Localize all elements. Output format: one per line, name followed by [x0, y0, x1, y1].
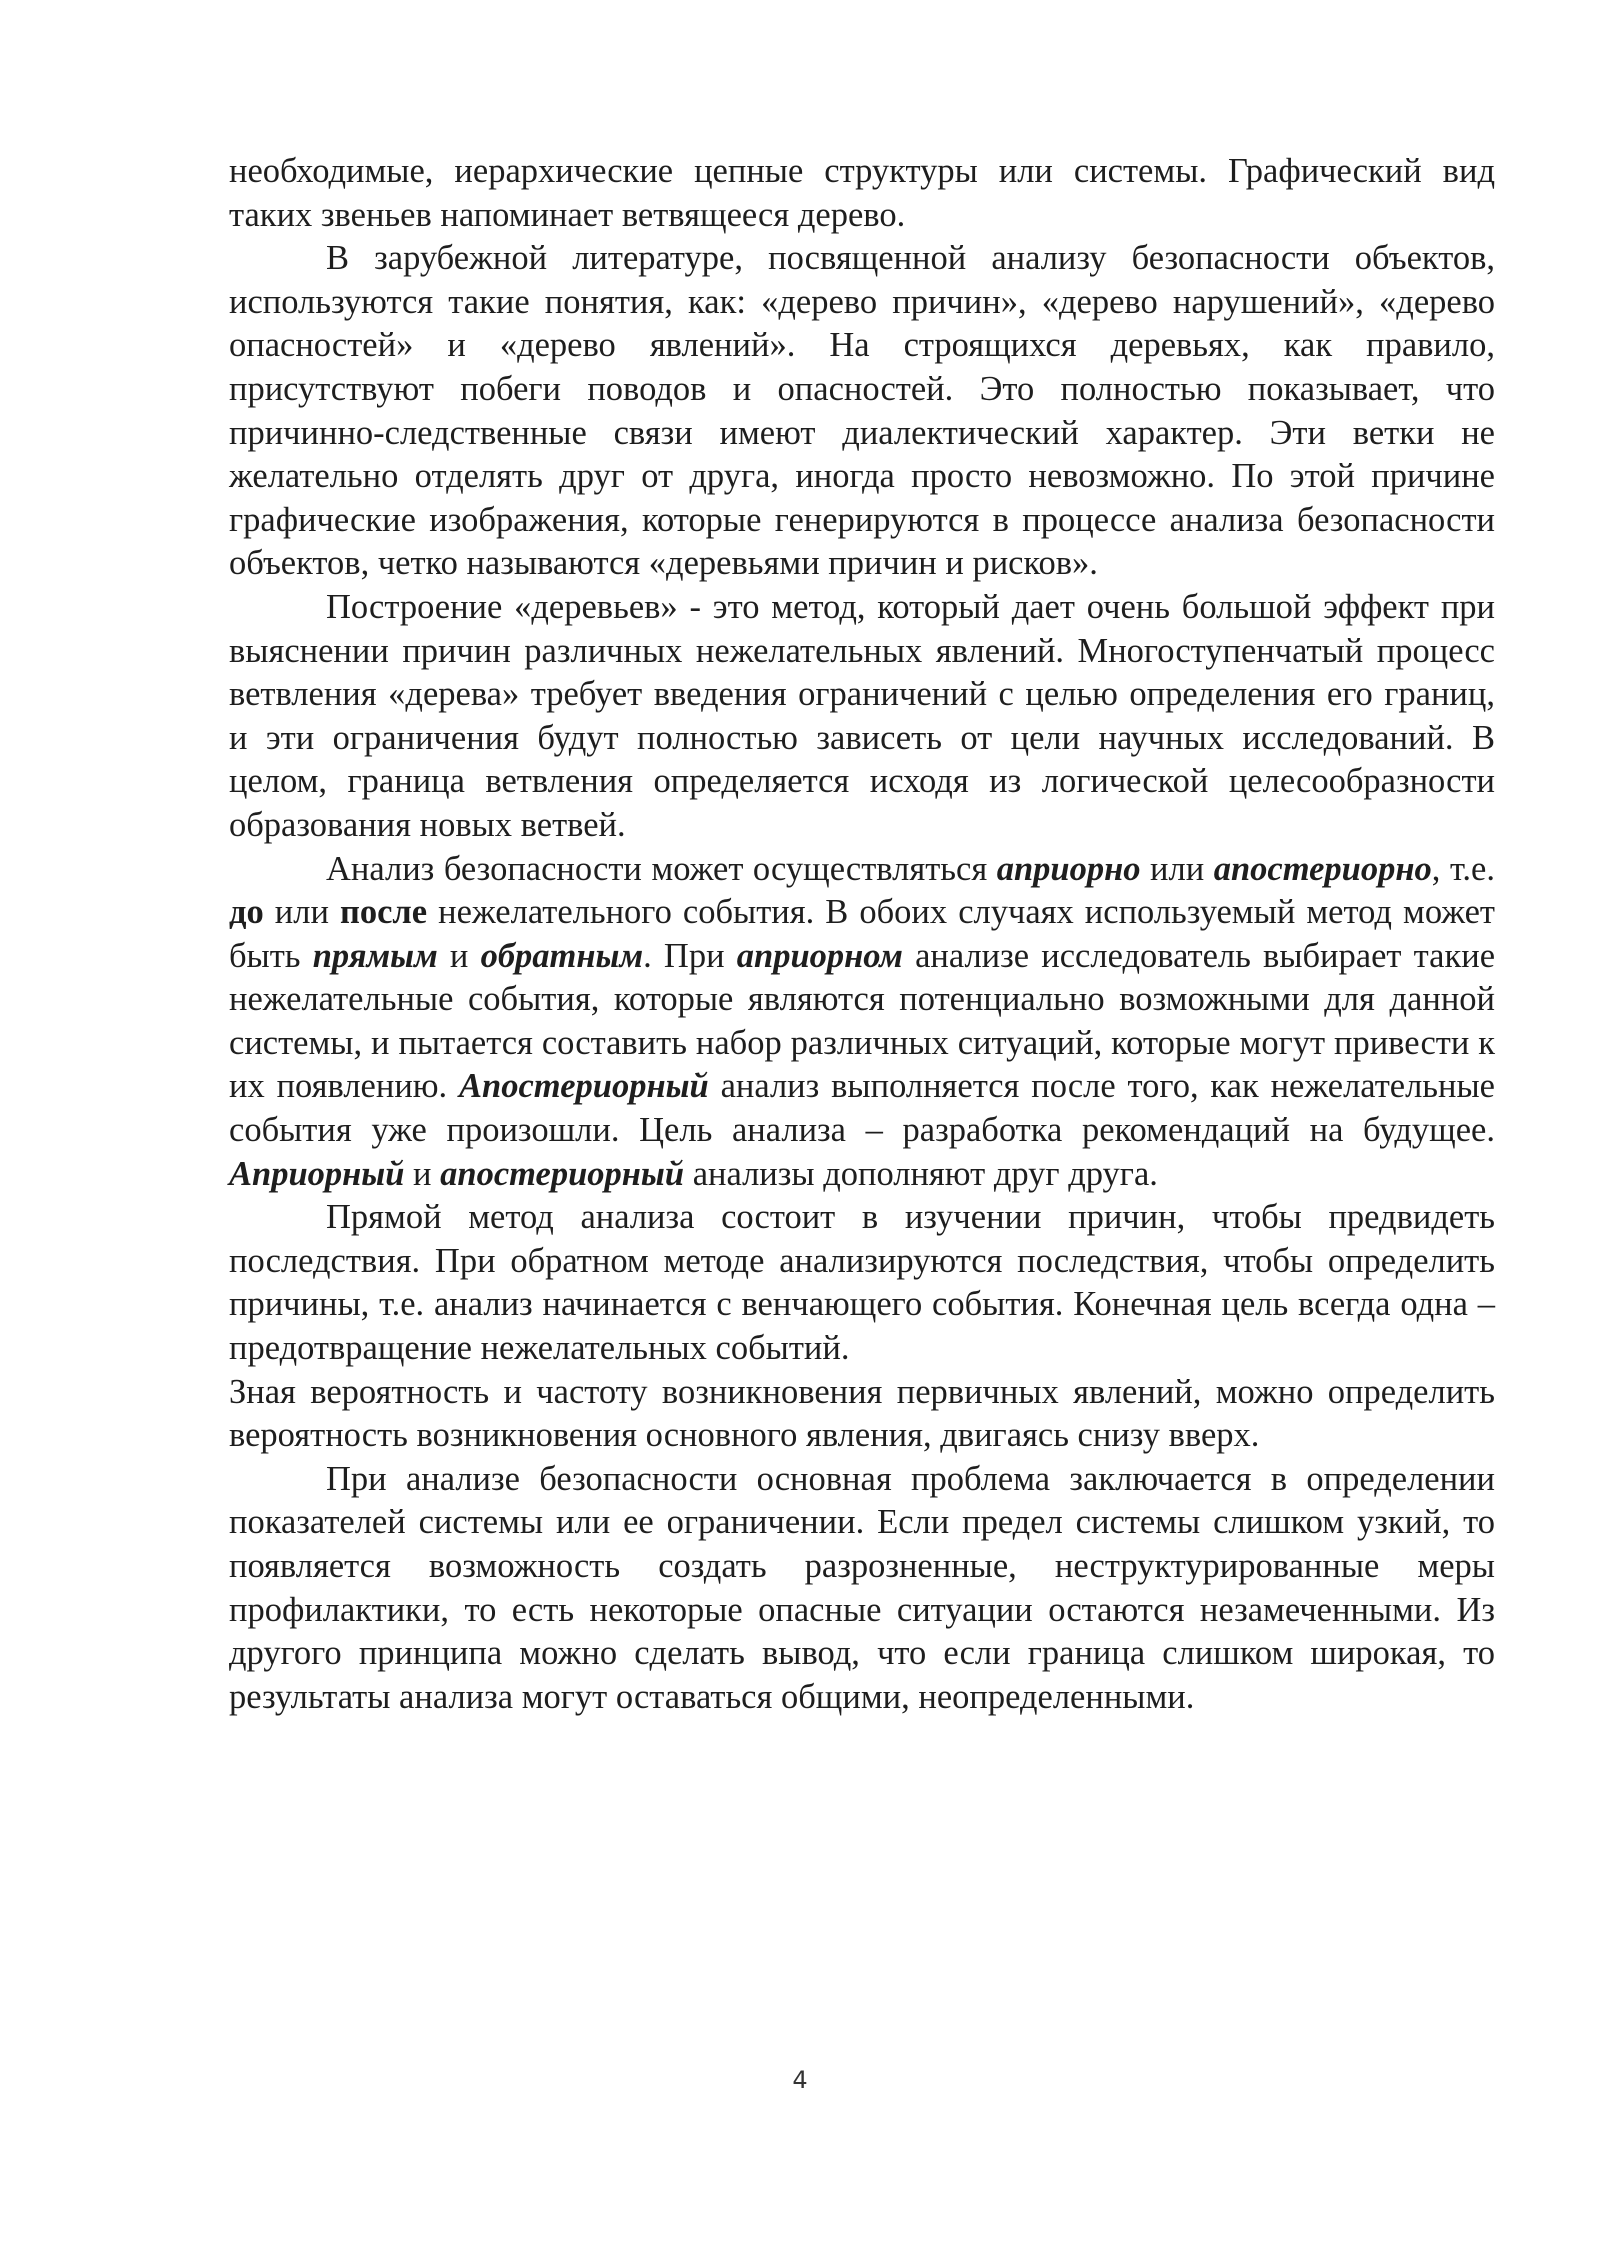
emphasized-term: апостериорный — [440, 1154, 685, 1193]
text-run: Прямой метод анализа состоит в изучении причин, чтобы предвидеть последствия. При обратном методе анализируются последствия, чтобы определить причины, т.е. анализ начинается с венчающего события. Конечная цель всегда одна – предотвращение нежелательных событий. — [229, 1198, 1495, 1368]
text-run: необходимые, иерархические цепные структуры или системы. Графический вид таких звеньев напоминает ветвящееся дерево. — [229, 152, 1495, 234]
emphasized-term: априорном — [736, 936, 903, 975]
paragraph — [229, 586, 1495, 848]
emphasized-term: Априорный — [229, 1154, 405, 1193]
text-run: , т.е. — [1431, 849, 1495, 888]
emphasized-term: после — [339, 893, 428, 932]
text-run: В зарубежной литературе, посвященной анализу безопасности объектов, используются такие понятия, как: «дерево причин», «дерево нарушений», «дерево опасностей» и «дерево явлений». На строящихся деревьях, как правило, присутствуют побеги поводов и опасностей. Это полностью показывает, что причинно-следственные связи имеют диалектический характер. Эти ветки не желательно отделять друг от друга, иногда просто невозможно. По этой причине графические изображения, которые генерируются в процессе анализа безопасности объектов, четко называются «деревьями причин и рисков». — [229, 239, 1495, 583]
text-run: анализы дополняют друг друга. — [684, 1154, 1158, 1193]
text-run: . При — [643, 936, 737, 975]
body-text — [229, 150, 1495, 1719]
text-run: или — [1140, 849, 1214, 888]
emphasized-term: априорно — [996, 849, 1141, 888]
paragraph — [229, 150, 1495, 237]
text-run: Анализ безопасности может осуществляться — [326, 849, 997, 888]
text-run: При анализе безопасности основная проблема заключается в определении показателей системы или ее ограничении. Если предел системы слишком узкий, то появляется возможность создать разрозненные, неструктурированные меры профилактики, то есть некоторые опасные ситуации остаются незамеченными. Из другого принципа можно сделать вывод, что если граница слишком широкая, то результаты анализа могут оставаться общими, неопределенными. — [229, 1459, 1495, 1716]
text-run: анализе исследователь выбирает такие нежелательные события, которые являются потенциально возможными для данной системы, и пытается составить набор различных ситуаций, которые могут привести к их появлению. — [229, 936, 1496, 1106]
text-run: Построение «деревьев» - это метод, который дает очень большой эффект при выяснении причин различных нежелательных явлений. Многоступенчатый процесс ветвления «дерева» требует введения ограничений с целью определения его границ, и эти ограничения будут полностью зависеть от цели научных исследований. В целом, граница ветвления определяется исходя из логической целесообразности образования новых ветвей. — [229, 587, 1495, 844]
emphasized-term: прямым — [312, 936, 438, 975]
paragraph — [229, 1371, 1495, 1458]
paragraph — [229, 1196, 1495, 1370]
emphasized-term: до — [229, 893, 264, 932]
paragraph — [229, 237, 1495, 586]
text-run: или — [263, 893, 340, 932]
paragraph — [229, 1458, 1495, 1720]
text-run: и — [404, 1154, 441, 1193]
paragraph — [229, 848, 1495, 1197]
text-run: нежелательного события. В обоих случаях используемый метод может быть — [229, 893, 1495, 975]
text-run: Зная вероятность и частоту возникновения первичных явлений, можно определить вероятность возникновения основного явления, двигаясь снизу вверх. — [229, 1372, 1495, 1455]
emphasized-term: Апостериорный — [459, 1067, 709, 1106]
page-number: 4 — [792, 2066, 808, 2094]
text-run: анализ выполняется после того, как нежелательные события уже произошли. Цель анализа – разработка рекомендаций на будущее. — [229, 1067, 1495, 1150]
emphasized-term: апостериорно — [1213, 849, 1432, 888]
emphasized-term: обратным — [480, 936, 644, 975]
text-run: и — [437, 936, 481, 975]
